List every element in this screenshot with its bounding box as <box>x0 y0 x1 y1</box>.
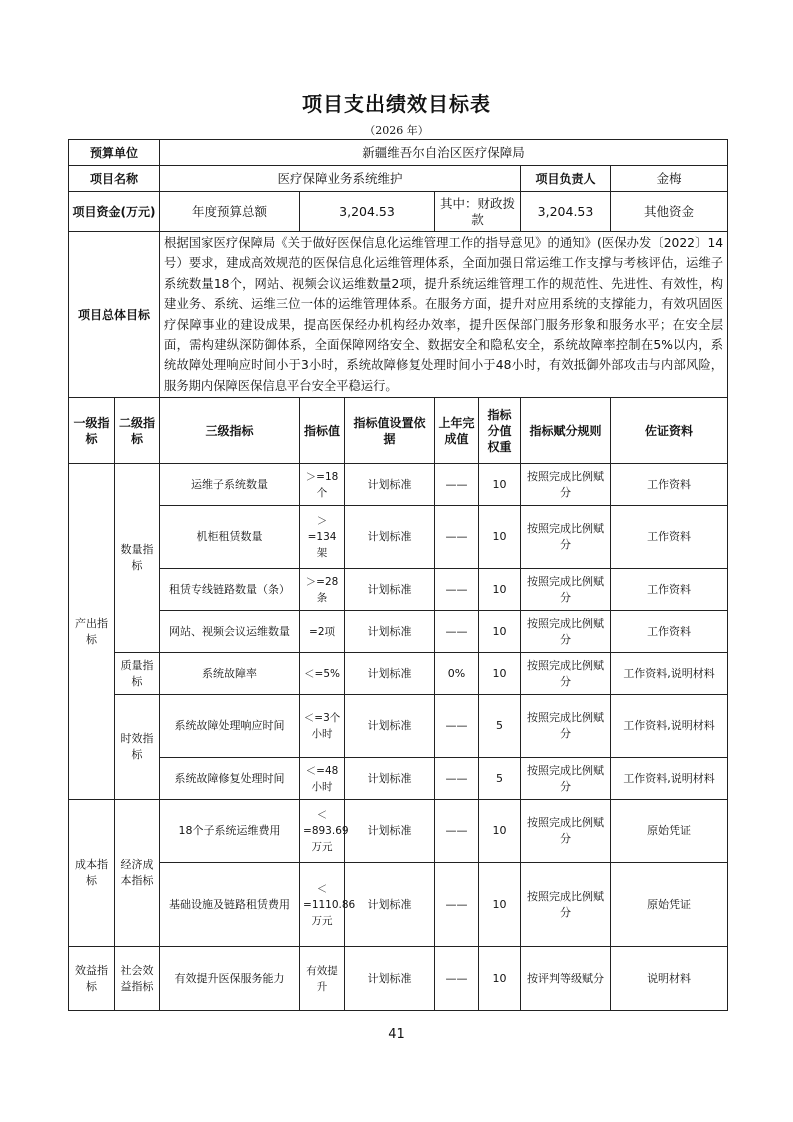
indicator-weight: 10 <box>479 464 521 506</box>
performance-target-table <box>68 139 728 1011</box>
header-evidence: 佐证资料 <box>611 398 728 464</box>
group-economic-cost: 经济成本指标 <box>115 800 160 947</box>
indicator-basis: 计划标准 <box>345 947 435 1011</box>
budget-unit-label: 预算单位 <box>69 140 160 166</box>
indicator-evidence: 工作资料,说明材料 <box>611 653 728 695</box>
indicator-name: 18个子系统运维费用 <box>160 800 300 863</box>
table-row <box>69 653 728 695</box>
header-value: 指标值 <box>300 398 345 464</box>
indicator-evidence: 工作资料,说明材料 <box>611 758 728 800</box>
indicator-evidence: 工作资料 <box>611 611 728 653</box>
indicator-name: 运维子系统数量 <box>160 464 300 506</box>
indicator-value: ＞=28条 <box>300 569 345 611</box>
indicator-evidence: 说明材料 <box>611 947 728 1011</box>
indicator-last: —— <box>435 569 479 611</box>
indicator-name: 租赁专线链路数量（条） <box>160 569 300 611</box>
indicator-evidence: 原始凭证 <box>611 800 728 863</box>
goal-text: 根据国家医疗保障局《关于做好医保信息化运维管理工作的指导意见》的通知》(医保办发〔2022〕14号）要求，建成高效规范的医保信息化运维管理体系，全面加强日常运维工作支撑与考核评估，运维子系统数量18个，网站、视频会议运维数量2项，提升系统运维管理工作的规范性、先进性、有效性，构建业务、系统、运维三位一体的运维管理体系。在服务方面，提升对应用系统的支撑能力，有效巩固医疗保障事业的建设成果，提高医保经办机构经办效率，提升医保部门服务形象和服务水平；在安全层面，需构建纵深防御体系，全面保障网络安全、数据安全和隐私安全，系统故障率控制在5%以内，系统故障处理响应时间小于3小时，系统故障修复处理时间小于48小时，有效抵御外部攻击与内部风险，服务期内保障医保信息平台安全平稳运行。 <box>160 232 728 398</box>
table-row <box>69 863 728 947</box>
annual-total-label: 年度预算总额 <box>160 192 300 232</box>
project-name-value: 医疗保障业务系统维护 <box>160 166 521 192</box>
table-row <box>69 800 728 863</box>
indicator-value: ＜=893.69万元 <box>300 800 345 863</box>
table-row <box>69 569 728 611</box>
indicator-last: —— <box>435 947 479 1011</box>
group-quantity: 数量指标 <box>115 464 160 653</box>
header-weight: 指标分值权重 <box>479 398 521 464</box>
indicator-evidence: 工作资料 <box>611 464 728 506</box>
header-level3: 三级指标 <box>160 398 300 464</box>
budget-unit-value: 新疆维吾尔自治区医疗保障局 <box>160 140 728 166</box>
indicator-evidence: 工作资料 <box>611 569 728 611</box>
indicator-basis: 计划标准 <box>345 653 435 695</box>
table-row <box>69 611 728 653</box>
indicator-name: 系统故障处理响应时间 <box>160 695 300 758</box>
indicator-weight: 10 <box>479 653 521 695</box>
indicator-weight: 10 <box>479 506 521 569</box>
indicator-basis: 计划标准 <box>345 506 435 569</box>
table-row <box>69 464 728 506</box>
indicator-rule: 按照完成比例赋分 <box>521 653 611 695</box>
indicator-basis: 计划标准 <box>345 611 435 653</box>
indicator-last: —— <box>435 758 479 800</box>
indicator-basis: 计划标准 <box>345 758 435 800</box>
indicator-weight: 10 <box>479 569 521 611</box>
indicator-basis: 计划标准 <box>345 464 435 506</box>
indicator-value: =2项 <box>300 611 345 653</box>
group-quality: 质量指标 <box>115 653 160 695</box>
indicator-rule: 按照完成比例赋分 <box>521 695 611 758</box>
indicator-name: 系统故障修复处理时间 <box>160 758 300 800</box>
annual-total-value: 3,204.53 <box>300 192 435 232</box>
header-last-year: 上年完成值 <box>435 398 479 464</box>
indicator-value: ＜=48小时 <box>300 758 345 800</box>
indicator-basis: 计划标准 <box>345 863 435 947</box>
indicator-rule: 按评判等级赋分 <box>521 947 611 1011</box>
group-benefit: 效益指标 <box>69 947 115 1011</box>
indicator-weight: 10 <box>479 611 521 653</box>
indicator-last: —— <box>435 800 479 863</box>
indicator-name: 基础设施及链路租赁费用 <box>160 863 300 947</box>
table-row <box>69 947 728 1011</box>
year-label: （2026 年） <box>364 124 429 137</box>
indicator-rule: 按照完成比例赋分 <box>521 800 611 863</box>
header-rule: 指标赋分规则 <box>521 398 611 464</box>
indicator-last: 0% <box>435 653 479 695</box>
other-funds-label: 其他资金 <box>611 192 728 232</box>
indicator-name: 网站、视频会议运维数量 <box>160 611 300 653</box>
header-basis: 指标值设置依据 <box>345 398 435 464</box>
indicator-name: 系统故障率 <box>160 653 300 695</box>
indicator-value: ＜=1110.86万元 <box>300 863 345 947</box>
indicator-last: —— <box>435 863 479 947</box>
indicator-basis: 计划标准 <box>345 569 435 611</box>
table-row <box>69 506 728 569</box>
indicator-weight: 5 <box>479 758 521 800</box>
fiscal-label: 其中：财政拨款 <box>435 192 521 232</box>
indicator-last: —— <box>435 695 479 758</box>
group-cost: 成本指标 <box>69 800 115 947</box>
indicator-last: —— <box>435 464 479 506</box>
fiscal-value: 3,204.53 <box>521 192 611 232</box>
indicator-last: —— <box>435 611 479 653</box>
group-timeliness: 时效指标 <box>115 695 160 800</box>
indicator-evidence: 工作资料 <box>611 506 728 569</box>
group-social-benefit: 社会效益指标 <box>115 947 160 1011</box>
indicator-weight: 10 <box>479 800 521 863</box>
indicator-name: 机柜租赁数量 <box>160 506 300 569</box>
indicator-weight: 10 <box>479 863 521 947</box>
group-output: 产出指标 <box>69 464 115 800</box>
responsible-value: 金梅 <box>611 166 728 192</box>
page-title: 项目支出绩效目标表 <box>302 92 491 116</box>
indicator-name: 有效提升医保服务能力 <box>160 947 300 1011</box>
indicator-basis: 计划标准 <box>345 695 435 758</box>
responsible-label: 项目负责人 <box>521 166 611 192</box>
indicator-evidence: 原始凭证 <box>611 863 728 947</box>
indicator-rule: 按照完成比例赋分 <box>521 611 611 653</box>
indicator-last: —— <box>435 506 479 569</box>
indicator-weight: 5 <box>479 695 521 758</box>
table-row <box>69 695 728 758</box>
header-level2: 二级指标 <box>115 398 160 464</box>
indicator-value: ＜=5% <box>300 653 345 695</box>
project-name-label: 项目名称 <box>69 166 160 192</box>
indicator-value: ＞=134架 <box>300 506 345 569</box>
indicator-value: ＜=3个小时 <box>300 695 345 758</box>
goal-label: 项目总体目标 <box>69 232 160 398</box>
header-level1: 一级指标 <box>69 398 115 464</box>
indicator-rule: 按照完成比例赋分 <box>521 863 611 947</box>
indicator-basis: 计划标准 <box>345 800 435 863</box>
indicator-evidence: 工作资料,说明材料 <box>611 695 728 758</box>
indicator-rule: 按照完成比例赋分 <box>521 506 611 569</box>
funds-label: 项目资金(万元) <box>69 192 160 232</box>
indicator-value: ＞=18个 <box>300 464 345 506</box>
indicator-weight: 10 <box>479 947 521 1011</box>
table-row <box>69 758 728 800</box>
page-number: 41 <box>388 1027 405 1042</box>
indicator-rule: 按照完成比例赋分 <box>521 569 611 611</box>
indicator-rule: 按照完成比例赋分 <box>521 464 611 506</box>
indicator-value: 有效提升 <box>300 947 345 1011</box>
indicator-rule: 按照完成比例赋分 <box>521 758 611 800</box>
